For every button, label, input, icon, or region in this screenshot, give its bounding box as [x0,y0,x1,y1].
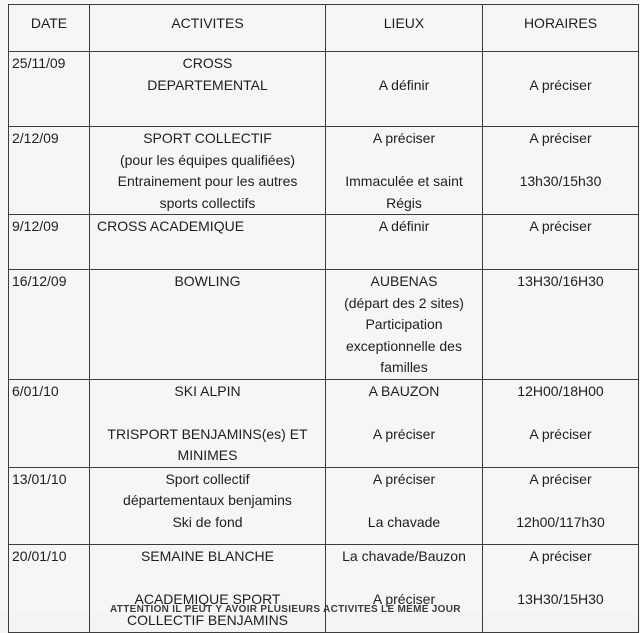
cell-spacer [329,402,479,424]
cell-date: 2/12/09 [9,127,90,215]
header-horaires: HORAIRES [483,5,639,52]
cell-lieux [326,544,483,632]
schedule-table [8,4,639,633]
header-row [9,5,639,52]
cell-line: SPORT COLLECTIF [143,130,272,146]
cell-line: 12H00/18H00 [517,382,604,399]
header-lieux: LIEUX [326,5,483,52]
cell-spacer [329,150,479,172]
cell-line: A préciser [372,130,436,146]
cell-line: A préciser [372,590,436,607]
cell-line: COLLECTIF BENJAMINS [126,612,289,628]
cell-lieux [326,52,483,127]
cell-horaires [483,215,639,270]
cell-spacer [93,402,322,424]
cell-line: départementaux benjamins [123,492,292,508]
cell-line: Ski de fond [172,513,243,530]
cell-horaires [483,544,639,632]
cell-line: A définir [378,76,430,93]
cell-date: 6/01/10 [9,379,90,467]
cell-line: DEPARTEMENTAL [147,76,268,93]
cell-line: Entrainement pour les autres [117,173,298,189]
cell-spacer [486,490,635,512]
footer-note: ATTENTION IL PEUT Y AVOIR PLUSIEURS ACTIVITES LE MEME JOUR [110,604,461,615]
table-row [9,215,639,270]
cell-line: A préciser [529,547,592,564]
cell-lieux [326,467,483,544]
cell-line: BOWLING [174,273,241,289]
cell-spacer [486,53,635,75]
cell-activites [90,544,326,632]
cell-line: ACADEMIQUE SPORT [134,590,281,607]
cell-spacer [486,567,635,589]
cell-line: CROSS ACADEMIQUE [97,218,245,234]
cell-line: SEMAINE BLANCHE [140,547,275,564]
cell-horaires [483,127,639,215]
table-row [9,544,639,632]
cell-line: A préciser [372,470,436,487]
cell-lieux [326,379,483,467]
cell-spacer [93,567,322,589]
cell-spacer [329,490,479,512]
cell-activites [90,270,326,380]
cell-date: 13/01/10 [9,467,90,544]
cell-line: (départ des 2 sites) [344,294,464,311]
cell-line: A préciser [529,76,592,93]
cell-date: 20/01/10 [9,544,90,632]
cell-line: A préciser [529,130,592,146]
cell-line: familles [380,359,428,375]
cell-line: 13H30/16H30 [517,273,604,289]
cell-spacer [486,150,635,172]
cell-line: exceptionnelle des [346,337,462,354]
table-row [9,270,639,380]
table-row [9,52,639,127]
cell-line: La chavade [367,513,441,530]
cell-spacer [486,402,635,424]
cell-horaires [483,270,639,380]
cell-date: 16/12/09 [9,270,90,380]
table-row [9,379,639,467]
cell-line: sports collectifs [159,194,256,211]
cell-activites [90,467,326,544]
cell-line: A BAUZON [368,382,440,399]
schedule-body [9,52,639,633]
cell-line: SKI ALPIN [174,382,241,399]
cell-line: 13H30/15H30 [517,590,604,607]
table-row [9,127,639,215]
cell-line: A définir [378,218,430,234]
cell-date: 9/12/09 [9,215,90,270]
cell-activites [90,127,326,215]
cell-line: TRISPORT BENJAMINS(es) ET [107,425,308,442]
cell-line: AUBENAS [370,273,438,289]
cell-horaires [483,52,639,127]
cell-line: Sport collectif [165,470,250,487]
cell-lieux [326,127,483,215]
cell-lieux [326,215,483,270]
cell-activites [90,215,326,270]
cell-line: Participation [365,316,443,332]
cell-line: A préciser [529,218,592,234]
cell-horaires [483,467,639,544]
cell-line: (pour les équipes qualifiées) [119,151,296,168]
cell-date: 25/11/09 [9,52,90,127]
cell-line: A préciser [529,425,592,442]
cell-activites [90,52,326,127]
cell-line: Régis [386,194,422,211]
cell-line: 12h00/117h30 [516,513,605,530]
cell-line: A préciser [372,425,436,442]
cell-spacer [329,567,479,589]
table-row [9,467,639,544]
cell-line: Immaculée et saint [345,173,463,189]
cell-activites [90,379,326,467]
cell-horaires [483,379,639,467]
cell-line: La chavade/Bauzon [342,547,466,564]
cell-line: A préciser [529,470,592,487]
cell-spacer [329,53,479,75]
cell-line: CROSS [182,55,233,71]
cell-line: MINIMES [177,447,238,463]
cell-lieux [326,270,483,380]
cell-line: 13h30/15h30 [519,173,602,189]
header-activites: ACTIVITES [90,5,326,52]
header-date: DATE [9,5,90,52]
